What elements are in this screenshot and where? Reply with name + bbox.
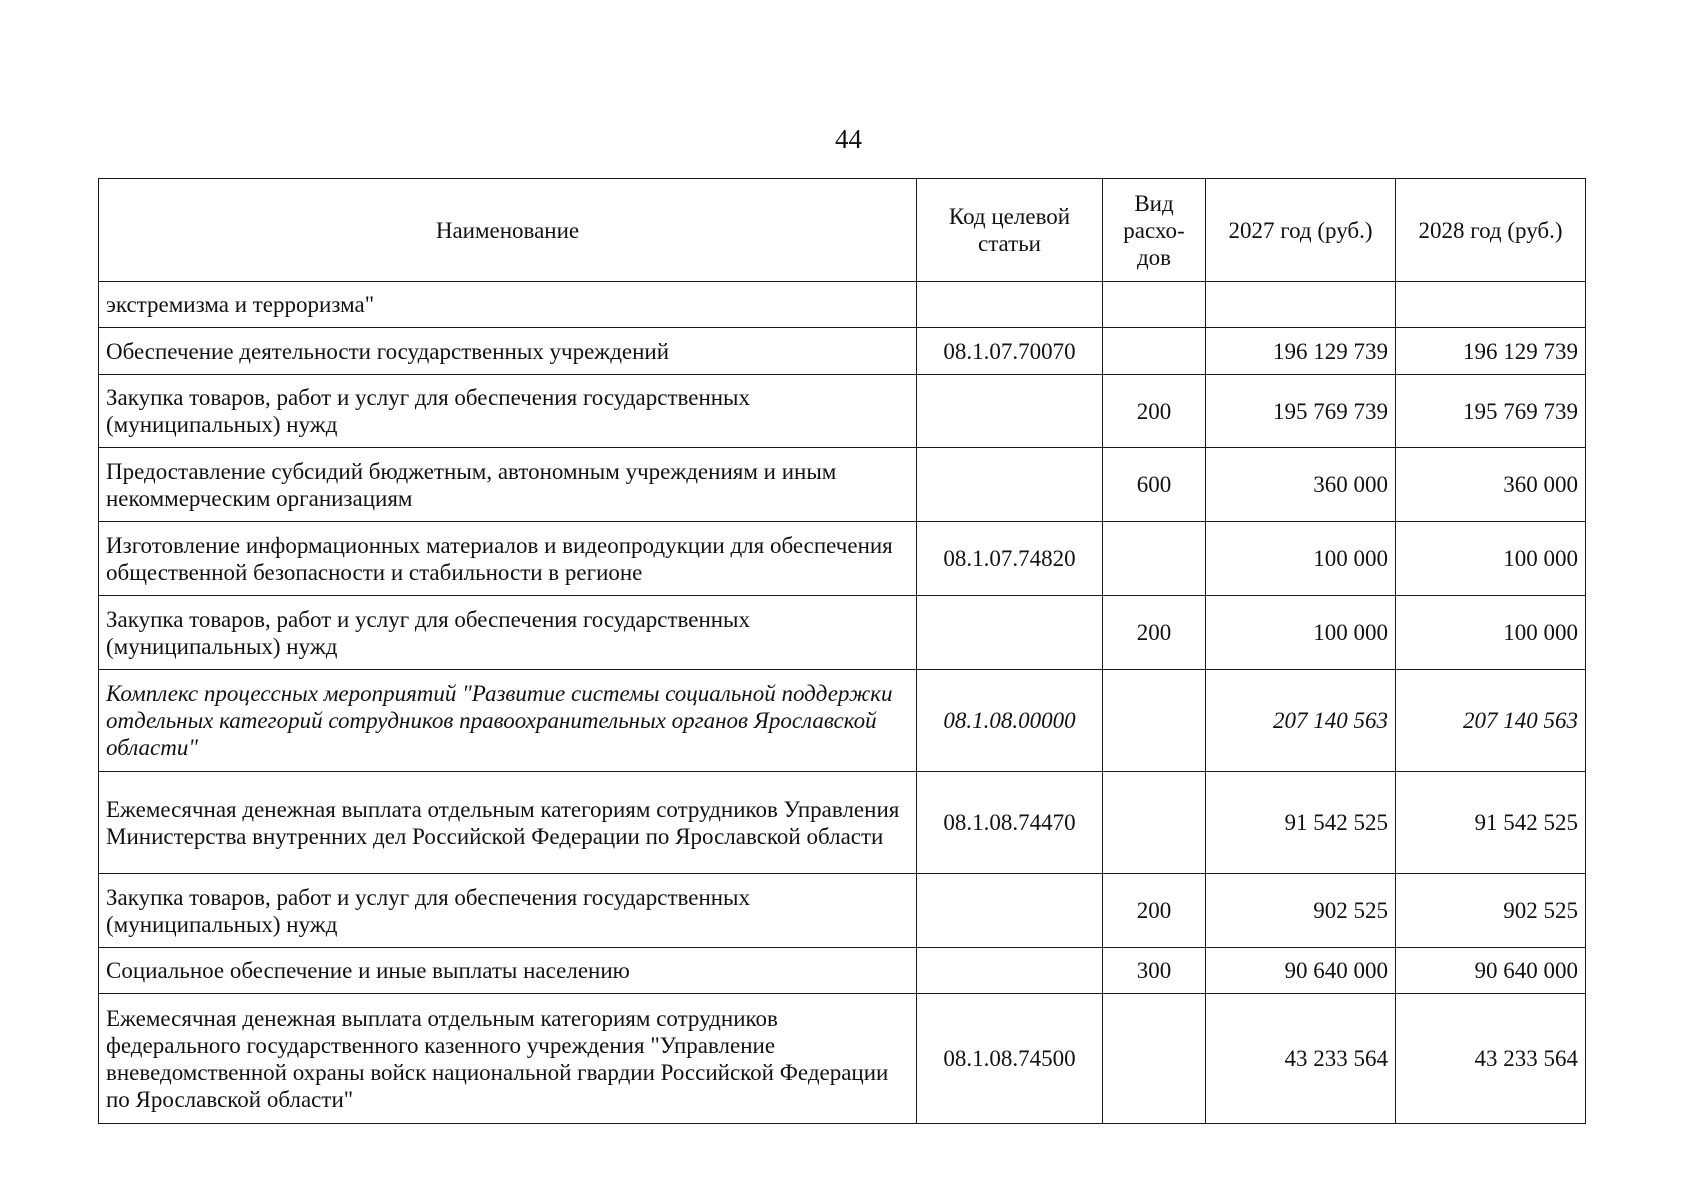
header-code: Код целевой статьи xyxy=(917,179,1103,282)
row-2028: 100 000 xyxy=(1396,522,1586,596)
row-2027: 360 000 xyxy=(1206,448,1396,522)
row-name: Закупка товаров, работ и услуг для обеспечения государственных (муниципальных) нужд xyxy=(99,596,917,670)
row-code: 08.1.08.74470 xyxy=(917,772,1103,874)
table-row xyxy=(99,375,1586,448)
row-2028: 360 000 xyxy=(1396,448,1586,522)
table-row xyxy=(99,522,1586,596)
table-row xyxy=(99,772,1586,874)
row-code xyxy=(917,448,1103,522)
header-2027: 2027 год (руб.) xyxy=(1206,179,1396,282)
row-code xyxy=(917,596,1103,670)
table-row xyxy=(99,948,1586,994)
row-name: Социальное обеспечение и иные выплаты населению xyxy=(99,948,917,994)
row-name: Комплекс процессных мероприятий "Развитие системы социальной поддержки отдельных категорий сотрудников правоохранительных органов Ярославской области" xyxy=(99,670,917,772)
row-2027: 195 769 739 xyxy=(1206,375,1396,448)
row-type xyxy=(1103,282,1206,328)
row-2028: 902 525 xyxy=(1396,874,1586,948)
table-row xyxy=(99,670,1586,772)
table-header-row xyxy=(99,179,1586,282)
row-2028: 91 542 525 xyxy=(1396,772,1586,874)
row-name: Предоставление субсидий бюджетным, автономным учреждениям и иным некоммерческим организациям xyxy=(99,448,917,522)
row-code xyxy=(917,874,1103,948)
budget-table xyxy=(98,178,1586,1124)
table-row xyxy=(99,282,1586,328)
row-2027: 91 542 525 xyxy=(1206,772,1396,874)
table-row xyxy=(99,994,1586,1124)
row-type xyxy=(1103,522,1206,596)
header-type: Вид расхо-дов xyxy=(1103,179,1206,282)
row-code: 08.1.08.00000 xyxy=(917,670,1103,772)
page-number: 44 xyxy=(835,124,862,154)
row-2027: 100 000 xyxy=(1206,596,1396,670)
row-2028: 195 769 739 xyxy=(1396,375,1586,448)
row-2028 xyxy=(1396,282,1586,328)
row-type: 200 xyxy=(1103,375,1206,448)
row-code: 08.1.08.74500 xyxy=(917,994,1103,1124)
row-2028: 100 000 xyxy=(1396,596,1586,670)
row-type: 600 xyxy=(1103,448,1206,522)
row-name: Изготовление информационных материалов и видеопродукции для обеспечения общественной безопасности и стабильности в регионе xyxy=(99,522,917,596)
row-type: 200 xyxy=(1103,874,1206,948)
row-name: Обеспечение деятельности государственных учреждений xyxy=(99,328,917,375)
row-2028: 196 129 739 xyxy=(1396,328,1586,375)
table-row xyxy=(99,448,1586,522)
row-2028: 207 140 563 xyxy=(1396,670,1586,772)
row-code xyxy=(917,282,1103,328)
row-type xyxy=(1103,670,1206,772)
row-2028: 90 640 000 xyxy=(1396,948,1586,994)
row-2027: 207 140 563 xyxy=(1206,670,1396,772)
row-2027: 43 233 564 xyxy=(1206,994,1396,1124)
row-code: 08.1.07.70070 xyxy=(917,328,1103,375)
row-2028: 43 233 564 xyxy=(1396,994,1586,1124)
row-type xyxy=(1103,328,1206,375)
row-2027: 196 129 739 xyxy=(1206,328,1396,375)
row-2027: 100 000 xyxy=(1206,522,1396,596)
row-type: 200 xyxy=(1103,596,1206,670)
table-row xyxy=(99,328,1586,375)
row-code xyxy=(917,948,1103,994)
row-code xyxy=(917,375,1103,448)
row-name: Ежемесячная денежная выплата отдельным категориям сотрудников федерального государственного казенного учреждения "Управление вневедомственной охраны войск национальной гвардии Российской Федерации по Ярославской области" xyxy=(99,994,917,1124)
row-name: Закупка товаров, работ и услуг для обеспечения государственных (муниципальных) нужд xyxy=(99,375,917,448)
row-type xyxy=(1103,994,1206,1124)
row-type: 300 xyxy=(1103,948,1206,994)
header-2028: 2028 год (руб.) xyxy=(1396,179,1586,282)
header-name: Наименование xyxy=(99,179,917,282)
table-row xyxy=(99,874,1586,948)
row-2027 xyxy=(1206,282,1396,328)
row-name: Ежемесячная денежная выплата отдельным категориям сотрудников Управления Министерства внутренних дел Российской Федерации по Ярославской области xyxy=(99,772,917,874)
row-type xyxy=(1103,772,1206,874)
table-row xyxy=(99,596,1586,670)
row-2027: 902 525 xyxy=(1206,874,1396,948)
row-2027: 90 640 000 xyxy=(1206,948,1396,994)
row-name: экстремизма и терроризма" xyxy=(99,282,917,328)
row-name: Закупка товаров, работ и услуг для обеспечения государственных (муниципальных) нужд xyxy=(99,874,917,948)
row-code: 08.1.07.74820 xyxy=(917,522,1103,596)
